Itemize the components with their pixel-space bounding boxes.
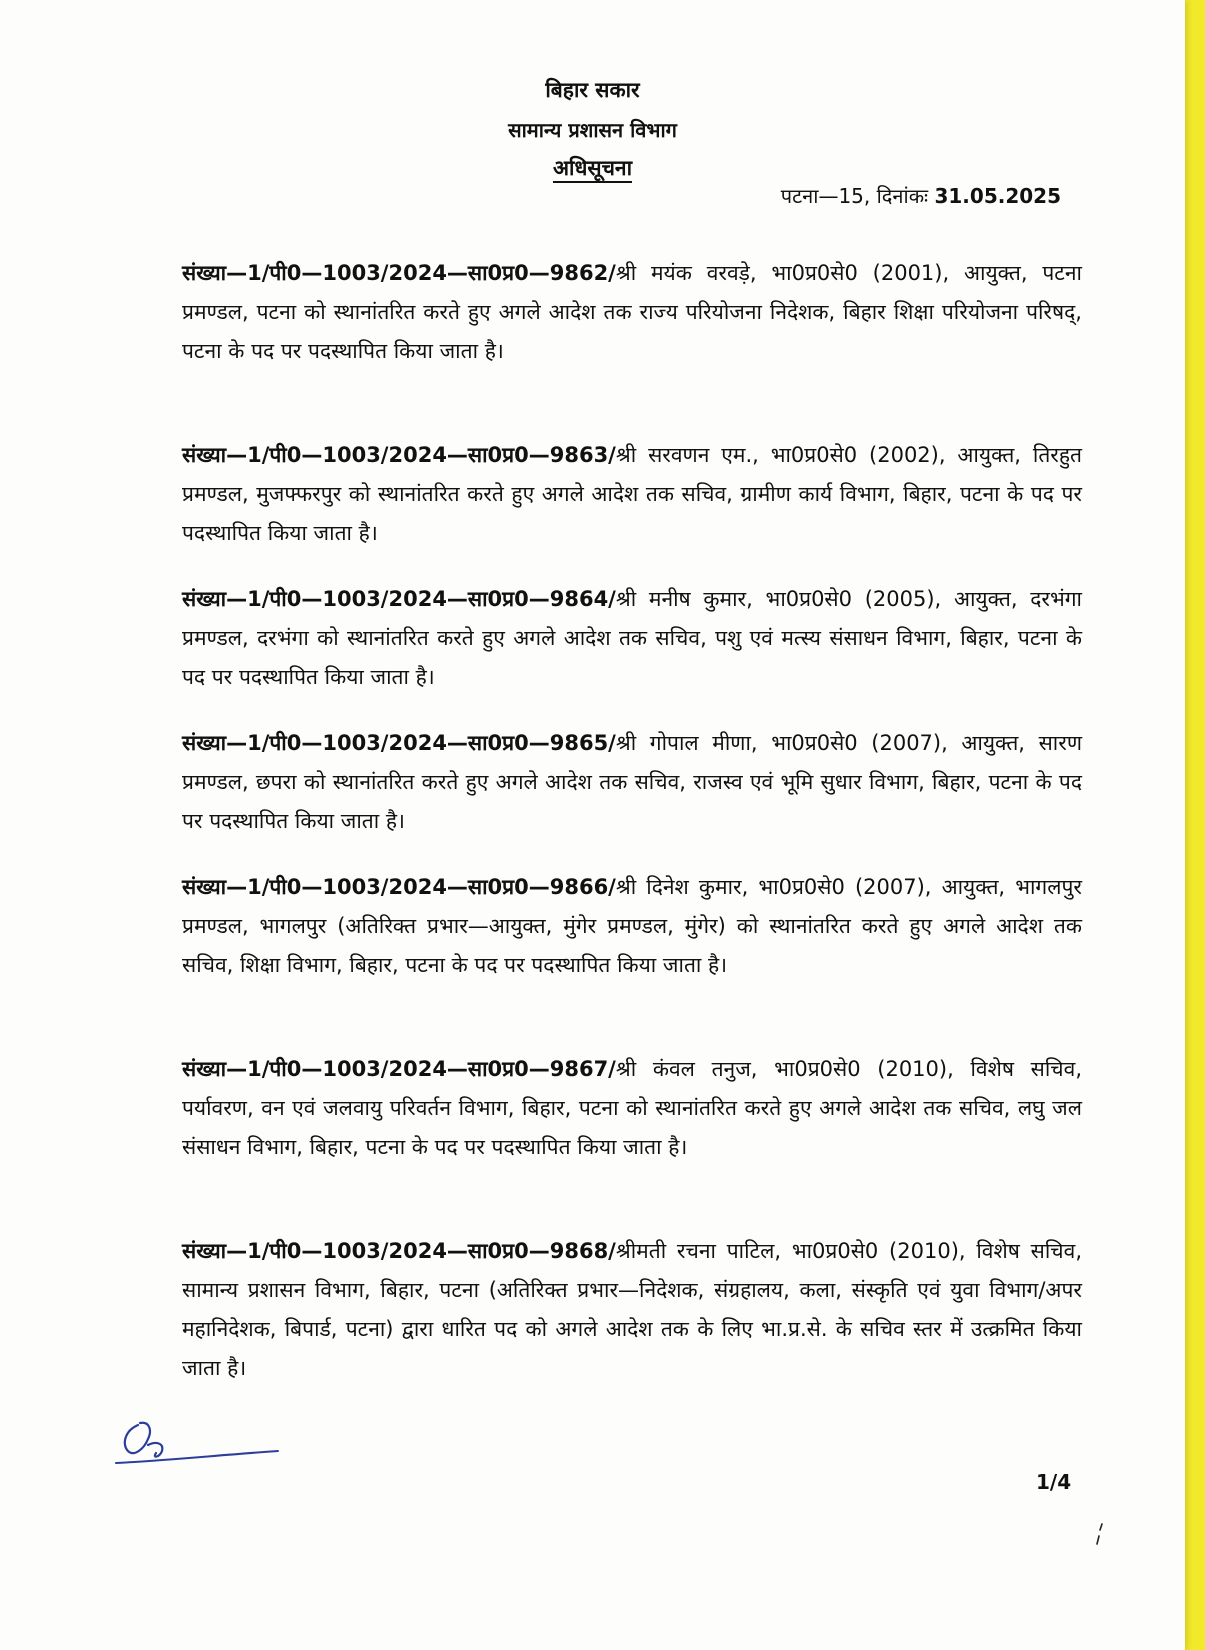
paragraph-text: श्री मयंक वरवड़े, भा0प्र0से0 (2001), आयुक्त, पटना प्रमण्डल, पटना को स्थानांतरित करते हुए अगले आदेश तक राज्य परियोजना निदेशक, बिहार शिक्षा परियोजना परिषद्, पटना के पद पर पदस्थापित किया जाता है। bbox=[182, 261, 1082, 363]
paragraph-text: श्री दिनेश कुमार, भा0प्र0से0 (2007), आयुक्त, भागलपुर प्रमण्डल, भागलपुर (अतिरिक्त प्रभार—आयुक्त, मुंगेर प्रमण्डल, मुंगेर) को स्थानांतरित करते हुए अगले आदेश तक सचिव, शिक्षा विभाग, बिहार, पटना के पद पर पदस्थापित किया जाता है। bbox=[182, 875, 1082, 977]
dateline-date: 31.05.2025 bbox=[934, 184, 1061, 208]
document-type-heading: अधिसूचना bbox=[552, 156, 633, 180]
notification-paragraph bbox=[182, 580, 1082, 697]
reference-number: संख्या—1/पी0—1003/2024—सा0प्र0—9864/ bbox=[182, 587, 616, 611]
notification-paragraph bbox=[182, 1050, 1082, 1167]
reference-number: संख्या—1/पी0—1003/2024—सा0प्र0—9862/ bbox=[182, 261, 616, 285]
reference-number: संख्या—1/पी0—1003/2024—सा0प्र0—9868/ bbox=[182, 1239, 616, 1263]
dateline-place: पटना—15, दिनांकः bbox=[780, 184, 929, 208]
stray-pen-mark bbox=[1090, 1520, 1110, 1550]
government-title: बिहार सकार bbox=[545, 78, 640, 102]
reference-number: संख्या—1/पी0—1003/2024—सा0प्र0—9863/ bbox=[182, 443, 616, 467]
reference-number: संख्या—1/पी0—1003/2024—सा0प्र0—9865/ bbox=[182, 731, 616, 755]
notification-paragraph bbox=[182, 1232, 1082, 1388]
notification-paragraph bbox=[182, 868, 1082, 985]
paragraph-text: श्री कंवल तनुज, भा0प्र0से0 (2010), विशेष सचिव, पर्यावरण, वन एवं जलवायु परिवर्तन विभाग, बिहार, पटना को स्थानांतरित करते हुए अगले आदेश तक सचिव, लघु जल संसाधन विभाग, बिहार, पटना के पद पर पदस्थापित किया जाता है। bbox=[182, 1057, 1082, 1159]
reference-number: संख्या—1/पी0—1003/2024—सा0प्र0—9866/ bbox=[182, 875, 616, 899]
handwritten-signature bbox=[110, 1405, 280, 1475]
notification-paragraph bbox=[182, 436, 1082, 553]
paragraph-text: श्रीमती रचना पाटिल, भा0प्र0से0 (2010), विशेष सचिव, सामान्य प्रशासन विभाग, बिहार, पटना (अतिरिक्त प्रभार—निदेशक, संग्रहालय, कला, संस्कृति एवं युवा विभाग/अपर महानिदेशक, बिपार्ड, पटना) द्वारा धारित पद को अगले आदेश तक के लिए भा.प्र.से. के सचिव स्तर में उत्क्रमित किया जाता है। bbox=[182, 1239, 1082, 1380]
notification-paragraph bbox=[182, 254, 1082, 371]
page-number: 1/4 bbox=[1036, 1470, 1072, 1494]
notification-paragraph bbox=[182, 724, 1082, 841]
dateline bbox=[781, 182, 1061, 209]
paragraph-text: श्री गोपाल मीणा, भा0प्र0से0 (2007), आयुक्त, सारण प्रमण्डल, छपरा को स्थानांतरित करते हुए अगले आदेश तक सचिव, राजस्व एवं भूमि सुधार विभाग, बिहार, पटना के पद पर पदस्थापित किया जाता है। bbox=[182, 731, 1082, 833]
reference-number: संख्या—1/पी0—1003/2024—सा0प्र0—9867/ bbox=[182, 1057, 616, 1081]
paragraph-text: श्री मनीष कुमार, भा0प्र0से0 (2005), आयुक्त, दरभंगा प्रमण्डल, दरभंगा को स्थानांतरित करते हुए अगले आदेश तक सचिव, पशु एवं मत्स्य संसाधन विभाग, बिहार, पटना के पद पर पदस्थापित किया जाता है। bbox=[182, 587, 1082, 689]
paragraph-text: श्री सरवणन एम., भा0प्र0से0 (2002), आयुक्त, तिरहुत प्रमण्डल, मुजफ्फरपुर को स्थानांतरित करते हुए अगले आदेश तक सचिव, ग्रामीण कार्य विभाग, बिहार, पटना के पद पर पदस्थापित किया जाता है। bbox=[182, 443, 1082, 545]
department-title: सामान्य प्रशासन विभाग bbox=[508, 118, 677, 142]
